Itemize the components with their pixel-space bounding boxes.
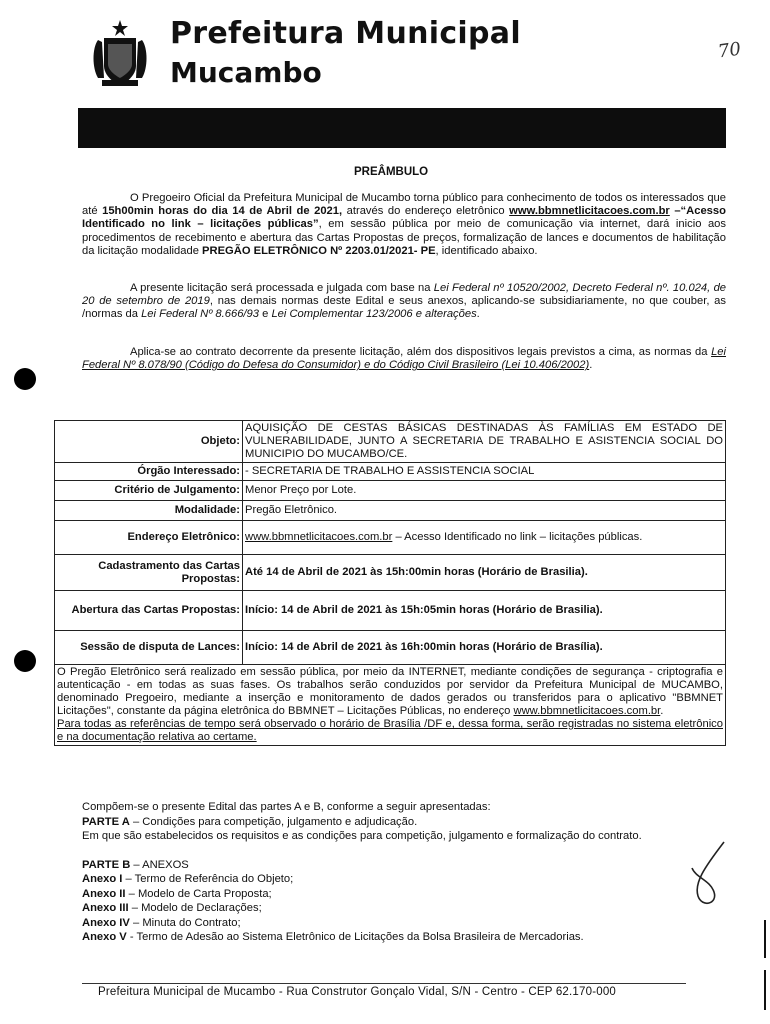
table-row [55, 591, 726, 631]
handwritten-page-number: 70 [716, 38, 743, 63]
table-row [55, 521, 726, 555]
row-value: AQUISIÇÃO DE CESTAS BÁSICAS DESTINADAS ÀS FAMÍLIAS EM ESTADO DE VULNERABILIDADE, JUNTO A SECRETARIA DE TRABALHO E ASISTENCIA SOCIAL DO MUNICIPIO DO MUCAMBO/CE. [243, 421, 726, 463]
annex-item: Anexo II – Modelo de Carta Proposta; [82, 887, 272, 900]
annex-item: Anexo III – Modelo de Declarações; [82, 902, 262, 914]
parts-section [82, 800, 732, 945]
margin-hole-mark [14, 650, 36, 672]
footer-address: Prefeitura Municipal de Mucambo - Rua Construtor Gonçalo Vidal, S/N - Centro - CEP 62.170-000 [98, 986, 617, 998]
row-label: Objeto: [55, 421, 243, 463]
row-label: Modalidade: [55, 501, 243, 521]
row-label: Cadastramento das Cartas Propostas: [55, 555, 243, 591]
preamble-paragraph-3: Aplica-se ao contrato decorrente da presente licitação, além dos dispositivos legais previstos a cima, as normas da Lei Federal Nº 8.078/90 (Código do Defesa do Consumidor) e do Código Civil Brasileiro (Lei 10.406/2002). [82, 346, 726, 372]
footer-rule [82, 983, 686, 984]
part-a: PARTE A – Condições para competição, julgamento e adjudicação. [82, 815, 418, 828]
row-label: Critério de Julgamento: [55, 481, 243, 501]
row-value: Menor Preço por Lote. [243, 481, 726, 501]
row-label: Endereço Eletrônico: [55, 521, 243, 555]
table-row [55, 501, 726, 521]
row-value: Pregão Eletrônico. [243, 501, 726, 521]
table-row [55, 555, 726, 591]
preamble-paragraph-2: A presente licitação será processada e julgada com base na Lei Federal nº 10520/2002, Decreto Federal nº. 10.024, de 20 de setembro de 2019, nas demais normas deste Edital e seus anexos, aplicando-se subsidiariamente, no que couber, as /normas da Lei Federal Nº 8.666/93 e Lei Complementar 123/2006 e alterações. [82, 282, 727, 321]
row-value: www.bbmnetlicitacoes.com.br – Acesso Identificado no link – licitações públicas. [243, 521, 726, 555]
bbmnet-link[interactable]: www.bbmnetlicitacoes.com.br [509, 205, 670, 218]
header-band [78, 108, 726, 148]
row-value: - SECRETARIA DE TRABALHO E ASSISTENCIA SOCIAL [243, 463, 726, 481]
row-label: Órgão Interessado: [55, 463, 243, 481]
table-row [55, 481, 726, 501]
coat-of-arms-icon [84, 18, 156, 90]
bbmnet-link[interactable]: www.bbmnetlicitacoes.com.br [513, 705, 661, 717]
margin-hole-mark [14, 368, 36, 390]
table-row [55, 463, 726, 481]
handwritten-initial-mark [684, 838, 734, 910]
row-value: Até 14 de Abril de 2021 às 15h:00min horas (Horário de Brasilia). [243, 555, 726, 591]
header-title-line2: Mucambo [170, 56, 322, 89]
margin-line [764, 920, 766, 958]
row-value: Início: 14 de Abril de 2021 às 15h:05min horas (Horário de Brasilia). [243, 591, 726, 631]
time-reference-note: Para todas as referências de tempo será observado o horário de Brasília /DF e, dessa forma, serão registradas no sistema eletrônico e na documentação relativa ao certame. [57, 718, 723, 743]
annex-item: Anexo I – Termo de Referência do Objeto; [82, 873, 294, 885]
annex-item: Anexo V - Termo de Adesão ao Sistema Eletrônico de Licitações da Bolsa Brasileira de Mercadorias. [82, 931, 584, 943]
annex-item: Anexo IV – Minuta do Contrato; [82, 916, 241, 929]
row-label: Sessão de disputa de Lances: [55, 631, 243, 665]
row-label: Abertura das Cartas Propostas: [55, 591, 243, 631]
row-value: Início: 14 de Abril de 2021 às 16h:00min horas (Horário de Brasília). [243, 631, 726, 665]
preamble-paragraph-1: O Pregoeiro Oficial da Prefeitura Municipal de Mucambo torna público para conhecimento de todos os interessados que até 15h00min horas do dia 14 de Abril de 2021, através do endereço eletrônico www.bbmnetlicitacoes.com.br –“Acesso Identificado no link – licitações públicas”, em sessão pública por meio de comunicação via internet, dará inicio aos procedimentos de recebimento e abertura das Cartas Propostas de preços, formalização de lances e documentos de habilitação da licitação modalidade PREGÃO ELETRÔNICO Nº 2203.01/2021- PE, identificado abaixo. [82, 192, 726, 257]
table-row [55, 665, 726, 746]
table-row [55, 631, 726, 665]
preamble-heading: PREÂMBULO [354, 166, 429, 178]
margin-line [764, 970, 766, 1010]
bbmnet-link[interactable]: www.bbmnetlicitacoes.com.br [245, 531, 393, 543]
parts-intro: Compõem-se o presente Edital das partes A e B, conforme a seguir apresentadas: [82, 801, 491, 813]
table-row [55, 421, 726, 463]
part-b: PARTE B – ANEXOS [82, 858, 189, 871]
header-title-line1: Prefeitura Municipal [170, 16, 521, 51]
part-a-description: Em que são estabelecidos os requisitos e as condições para competição, julgamento e formalização do contrato. [82, 830, 642, 842]
session-note: O Pregão Eletrônico será realizado em sessão pública, por meio da INTERNET, mediante condições de segurança - criptografia e autenticação - em todas as suas fases. Os trabalhos serão conduzidos por servidor da Prefeitura Municipal de MUCAMBO, denominado Pregoeiro, mediante a inserção e monitoramento de dados gerados ou transferidos para o aplicativo "BBMNET Licitações", constante da página eletrônica do BBMNET – Licitações Públicas, no endereço www.bbmnetlicitacoes.com.br. Para todas as referências de tempo será observado o horário de Brasília /DF e, dessa forma, serão registradas no sistema eletrônico e na documentação relativa ao certame. [55, 665, 726, 746]
object-table [54, 420, 726, 746]
